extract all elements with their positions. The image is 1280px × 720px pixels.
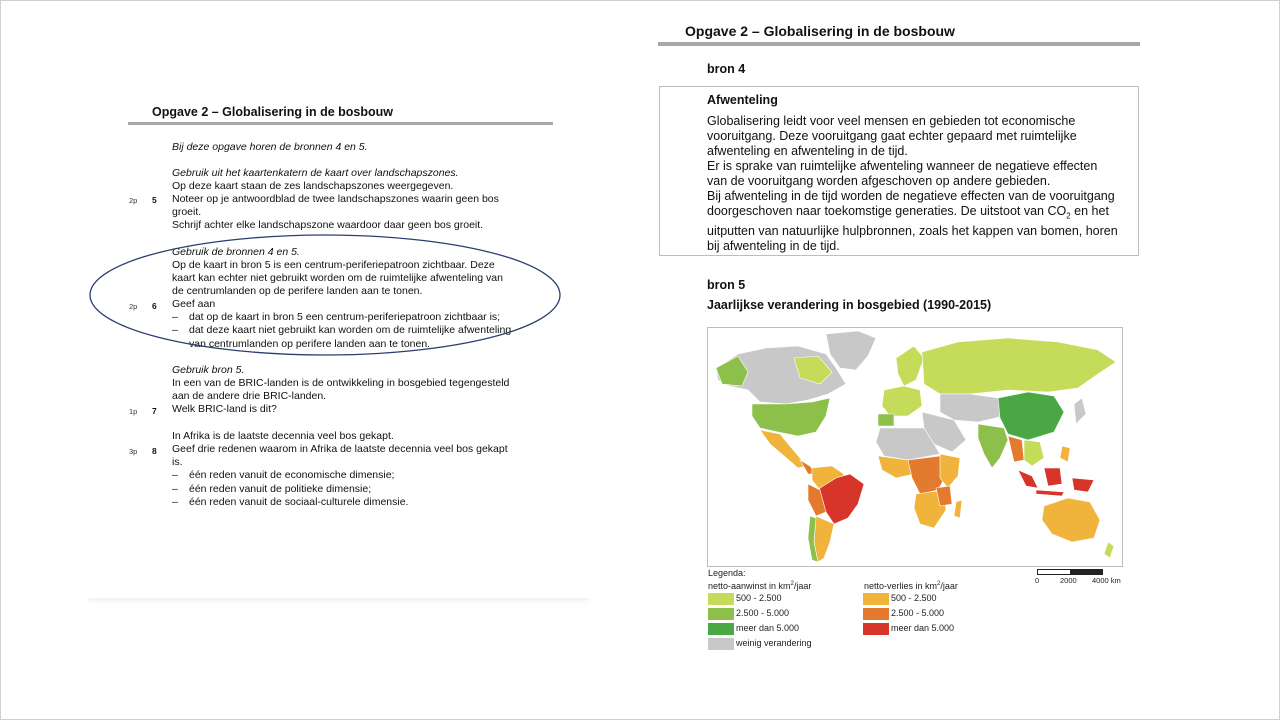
scale-label-2000: 2000 [1060, 576, 1077, 585]
legend-loss-3: meer dan 5.000 [891, 623, 955, 633]
map-central-asia [940, 394, 1004, 422]
legend-swatch-loss-1 [863, 593, 889, 605]
q6-context-line-2: kaart kan echter niet gebruikt worden om de ruimtelijke afwenteling van [172, 272, 503, 285]
loss-title-b: /jaar [940, 581, 958, 591]
legend-swatch-gain-2 [708, 608, 734, 620]
q5-question [172, 193, 542, 233]
bron4-label: bron 4 [707, 62, 746, 76]
legend-gain-2: 2.500 - 5.000 [736, 608, 790, 618]
co2-subscript: 2 [1066, 211, 1071, 221]
q8-item-1: – één reden vanuit de economische dimensie; [172, 469, 542, 482]
legend-title: Legenda: [708, 568, 746, 578]
legend-swatch-gain-1 [708, 593, 734, 605]
q6-context-line-3: de centrumlanden op de perifere landen aan te tonen. [172, 285, 423, 298]
bron4-line-1: Globalisering leidt voor veel mensen en gebieden tot economische [707, 114, 1076, 128]
scale-label-4000: 4000 km [1092, 576, 1121, 585]
bron4-line-3: afwenteling en afwenteling in de tijd. [707, 144, 908, 158]
q5-line-3: Schrijf achter elke landschapszone waardoor daar geen bos groeit. [172, 219, 484, 232]
q7-context-line-2: aan de andere drie BRIC-landen. [172, 390, 327, 403]
legend-loss-title [864, 581, 958, 591]
bron4-text [707, 114, 1132, 254]
legend-swatch-gain-3 [708, 623, 734, 635]
q5-points: 2p [129, 196, 138, 205]
q5-instruction: Gebruik uit het kaartenkatern de kaart over landschapszones. [172, 167, 459, 179]
legend-gain-1: 500 - 2.500 [736, 593, 782, 603]
q7-instruction: Gebruik bron 5. [172, 364, 245, 376]
legend-loss-2: 2.500 - 5.000 [891, 608, 945, 618]
q7-context-line-1: In een van de BRIC-landen is de ontwikkeling in bosgebied tegengesteld [172, 377, 510, 389]
bron4-line-6: Bij afwenteling in de tijd worden de negatieve effecten van de vooruitgang [707, 189, 1115, 203]
bron4-line-7a: doorgeschoven naar toekomstige generaties. De uitstoot van CO [707, 204, 1067, 218]
bron4-line-9: bij afwenteling in de tijd. [707, 238, 840, 253]
gain-title-a: netto-aanwinst in km [708, 581, 791, 591]
q8-question [172, 443, 542, 509]
world-forest-map [707, 327, 1123, 567]
q6-item-2: – dat deze kaart niet gebruikt kan worden om de ruimtelijke afwenteling [172, 324, 542, 337]
scale-label-0: 0 [1035, 576, 1040, 585]
q8-item-2: – één reden vanuit de politieke dimensie; [172, 483, 542, 496]
annotation-ellipse [88, 232, 568, 362]
right-title-rule [658, 42, 1140, 46]
q7-question: Welk BRIC-land is dit? [172, 403, 277, 415]
bron5-label: bron 5 [707, 278, 746, 292]
left-page-title: Opgave 2 – Globalisering in de bosbouw [152, 105, 394, 119]
bron4-line-4: Er is sprake van ruimtelijke afwenteling wanneer de negatieve effecten [707, 159, 1098, 173]
q7-number: 7 [152, 406, 157, 416]
legend-swatch-none [708, 638, 734, 650]
loss-title-sup: 2 [937, 581, 941, 587]
q6-lead: Geef aan [172, 298, 216, 310]
bron4-line-7 [707, 204, 1132, 224]
legend-none: weinig verandering [736, 638, 812, 648]
legend-gain-title [708, 581, 811, 591]
q8-number: 8 [152, 446, 157, 456]
q6-item-1: – dat op de kaart in bron 5 een centrum-periferiepatroon zichtbaar is; [172, 311, 542, 324]
legend-swatch-loss-3 [863, 623, 889, 635]
loss-title-a: netto-verlies in km [864, 581, 938, 591]
q6-points: 2p [129, 302, 138, 311]
q5-line-1: Noteer op je antwoordblad de twee landschapszones waarin geen bos [172, 193, 499, 205]
bron5-heading: Jaarlijkse verandering in bosgebied (1990-2015) [707, 298, 992, 312]
bron4-line-7b: en het [1070, 204, 1109, 218]
bron4-line-8: uitputten van natuurlijke hulpbronnen, zoals het kappen van bomen, horen [707, 223, 1118, 238]
left-title-rule [128, 122, 553, 125]
q8-line-1: Geef drie redenen waarom in Afrika de laatste decennia veel bos gekapt [172, 443, 508, 455]
q6-number: 6 [152, 301, 157, 311]
q6-instruction: Gebruik de bronnen 4 en 5. [172, 246, 300, 258]
bron4-line-5: van de vooruitgang worden afgeschoven op andere gebieden. [707, 174, 1051, 188]
q5-line-2: groeit. [172, 206, 202, 219]
legend-swatch-loss-2 [863, 608, 889, 620]
bron4-heading: Afwenteling [707, 93, 778, 107]
bron4-line-2: vooruitgang. Deze vooruitgang gaat echter gepaard met ruimtelijke [707, 129, 1077, 143]
legend-gain-3: meer dan 5.000 [736, 623, 800, 633]
q8-points: 3p [129, 447, 138, 456]
q8-line-2: is. [172, 456, 183, 469]
q6-item-2-cont: van centrumlanden op perifere landen aan te tonen. [189, 337, 431, 350]
q7-context [172, 377, 542, 403]
q5-number: 5 [152, 195, 157, 205]
q8-item-3: – één reden vanuit de sociaal-culturele dimensie. [172, 496, 542, 509]
q6-context-line-1: Op de kaart in bron 5 is een centrum-periferiepatroon zichtbaar. Deze [172, 259, 495, 271]
scale-bar [1037, 569, 1103, 575]
q8-context: In Afrika is de laatste decennia veel bos gekapt. [172, 430, 394, 442]
right-page-title: Opgave 2 – Globalisering in de bosbouw [685, 23, 955, 39]
legend-loss-1: 500 - 2.500 [891, 593, 937, 603]
intro-text: Bij deze opgave horen de bronnen 4 en 5. [172, 141, 368, 153]
gain-title-b: /jaar [793, 581, 812, 591]
q7-points: 1p [129, 407, 138, 416]
gain-title-sup: 2 [790, 581, 794, 587]
q5-context: Op deze kaart staan de zes landschapszones weergegeven. [172, 180, 454, 192]
map-iberia [878, 414, 894, 426]
